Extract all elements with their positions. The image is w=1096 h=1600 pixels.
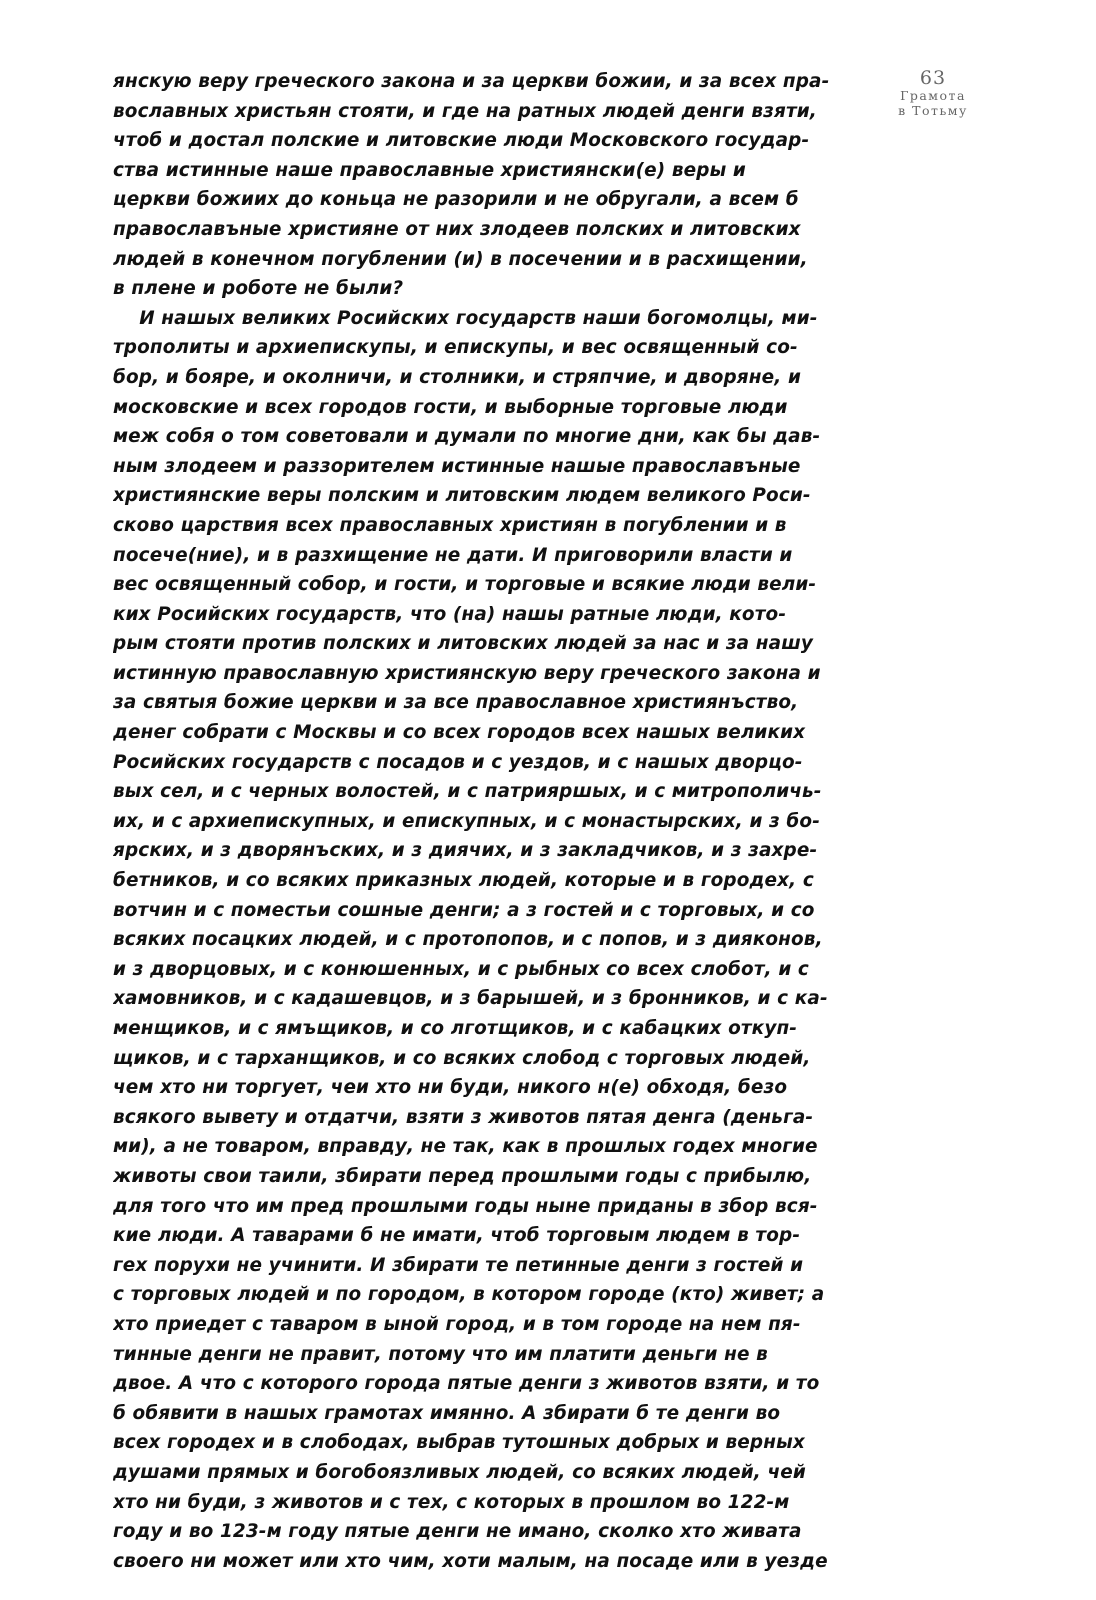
text-line: трополиты и архиепискупы, и епискупы, и вес освященный со- bbox=[113, 337, 798, 359]
text-line: чем хто ни торгует, чеи хто ни буди, никого н(е) обходя, безо bbox=[113, 1077, 788, 1099]
text-line: своего ни может или хто чим, хоти малым, на посаде или в уезде bbox=[113, 1550, 828, 1572]
text-line: рым стояти против полских и литовских людей за нас и за нашу bbox=[113, 633, 814, 655]
text-line: их, и с архиепискупных, и епискупных, и с монастырских, и з бо- bbox=[113, 810, 820, 832]
text-line: году и во 123-м году пятые денги не имано, сколко хто живата bbox=[113, 1521, 802, 1543]
text-line: церкви божиих до коньца не разорили и не обругали, а всем б bbox=[113, 189, 799, 211]
text-line: ярских, и з дворянъских, и з диячих, и з закладчиков, и з захре- bbox=[113, 840, 818, 862]
text-line: истинную православную християнскую веру греческого закона и bbox=[113, 662, 821, 684]
text-line: тинные денги не правит, потому что им платити деньги не в bbox=[113, 1343, 768, 1365]
page-number: 63 bbox=[919, 67, 947, 89]
text-line: янскую веру греческого закона и за церкви божии, и за всех пра- bbox=[113, 71, 830, 92]
text-line: московские и всех городов гости, и выборные торговые люди bbox=[113, 396, 788, 418]
text-line: кие люди. А таварами б не имати, чтоб торговым людем в тор- bbox=[113, 1225, 801, 1247]
text-line: вых сел, и с черных волостей, и с патрияршых, и с митрополичь- bbox=[113, 781, 822, 803]
text-line: християнские веры полским и литовским людем великого Роси- bbox=[113, 485, 811, 507]
text-line: людей в конечном погублении (и) в посечении и в расхищении, bbox=[113, 248, 808, 270]
text-line: душами прямых и богобоязливых людей, со всяких людей, чей bbox=[113, 1461, 806, 1483]
text-line: ным злодеем и раззорителем истинные нашые православъные bbox=[113, 455, 801, 477]
text-line: с торговых людей и по городом, в котором городе (кто) живет; а bbox=[113, 1284, 825, 1306]
text-line: Росийских государств с посадов и с уездов, и с нашых дворцо- bbox=[113, 751, 803, 773]
text-line: всяких посацких людей, и с протопопов, и с попов, и з дияконов, bbox=[113, 929, 823, 951]
text-line: сково царствия всех православных християн в погублении и в bbox=[113, 514, 787, 536]
text-line: ми), а не товаром, вправду, не так, как в прошлых годех многие bbox=[113, 1136, 818, 1158]
margin-note-line: Грамота bbox=[900, 88, 966, 103]
text-line: двое. А что с которого города пятые денги з животов взяти, и то bbox=[113, 1373, 820, 1395]
text-line: менщиков, и с ямъщиков, и со лготщиков, и с кабацких откуп- bbox=[113, 1018, 798, 1039]
text-line: вославных христьян стояти, и где на ратных людей денги взяти, bbox=[113, 100, 817, 122]
text-line: хто ни буди, з животов и с тех, с которых в прошлом во 122-м bbox=[113, 1491, 790, 1513]
text-line: вотчин и с поместьи сошные денги; а з гостей и с торговых, и со bbox=[113, 899, 815, 921]
text-line: вес освященный собор, и гости, и торговые и всякие люди вели- bbox=[113, 574, 817, 596]
margin-note bbox=[858, 68, 1008, 118]
text-line: посече(ние), и в разхищение не дати. И приговорили власти и bbox=[113, 544, 793, 566]
text-line: бетников, и со всяких приказных людей, которые и в городех, с bbox=[113, 870, 814, 892]
text-line: за святыя божие церкви и за все православное християнъство, bbox=[113, 692, 799, 714]
text-line: денег собрати с Москвы и со всех городов всех нашых великих bbox=[113, 722, 806, 744]
text-line: ких Росийских государств, что (на) нашы ратные люди, кото- bbox=[113, 603, 787, 625]
text-line: бор, и бояре, и околничи, и столники, и стряпчие, и дворяне, и bbox=[113, 366, 801, 388]
text-line: всех городех и в слободах, выбрав тутошных добрых и верных bbox=[113, 1432, 805, 1454]
text-line: меж собя о том советовали и думали по многие дни, как бы дав- bbox=[113, 426, 821, 448]
text-line: православъные християне от них злодеев полских и литовских bbox=[113, 218, 801, 240]
text-line: для того что им пред прошлыми годы ныне приданы в збор вся- bbox=[113, 1195, 818, 1217]
text-line: и з дворцовых, и с конюшенных, и с рыбных со всех слобот, и с bbox=[113, 958, 809, 980]
text-line: чтоб и достал полские и литовские люди Московского государ- bbox=[113, 130, 810, 152]
text-line: хто приедет с таваром в ыной город, и в том городе на нем пя- bbox=[113, 1313, 801, 1335]
text-line: животы свои таили, збирати перед прошлыми годы с прибылю, bbox=[113, 1165, 812, 1187]
margin-note-line: в Тотьму bbox=[898, 103, 968, 118]
text-line: щиков, и с тарханщиков, и со всяких слобод с торговых людей, bbox=[113, 1047, 811, 1069]
text-line: в плене и роботе не были? bbox=[113, 278, 404, 300]
text-line: ства истинные наше православные християнски(е) веры и bbox=[113, 159, 746, 181]
text-line: И нашых великих Росийских государств наши богомолцы, ми- bbox=[113, 307, 818, 329]
text-line: гех порухи не учинити. И збирати те петинные денги з гостей и bbox=[113, 1254, 804, 1276]
body-text bbox=[113, 67, 833, 1576]
text-line: б обявити в нашых грамотах имянно. А збирати б те денги во bbox=[113, 1402, 781, 1424]
text-line: хамовников, и с кадашевцов, и з барышей, и з бронников, и с ка- bbox=[113, 988, 828, 1010]
text-line: всякого вывету и отдатчи, взяти з животов пятая денга (деньга- bbox=[113, 1106, 814, 1128]
